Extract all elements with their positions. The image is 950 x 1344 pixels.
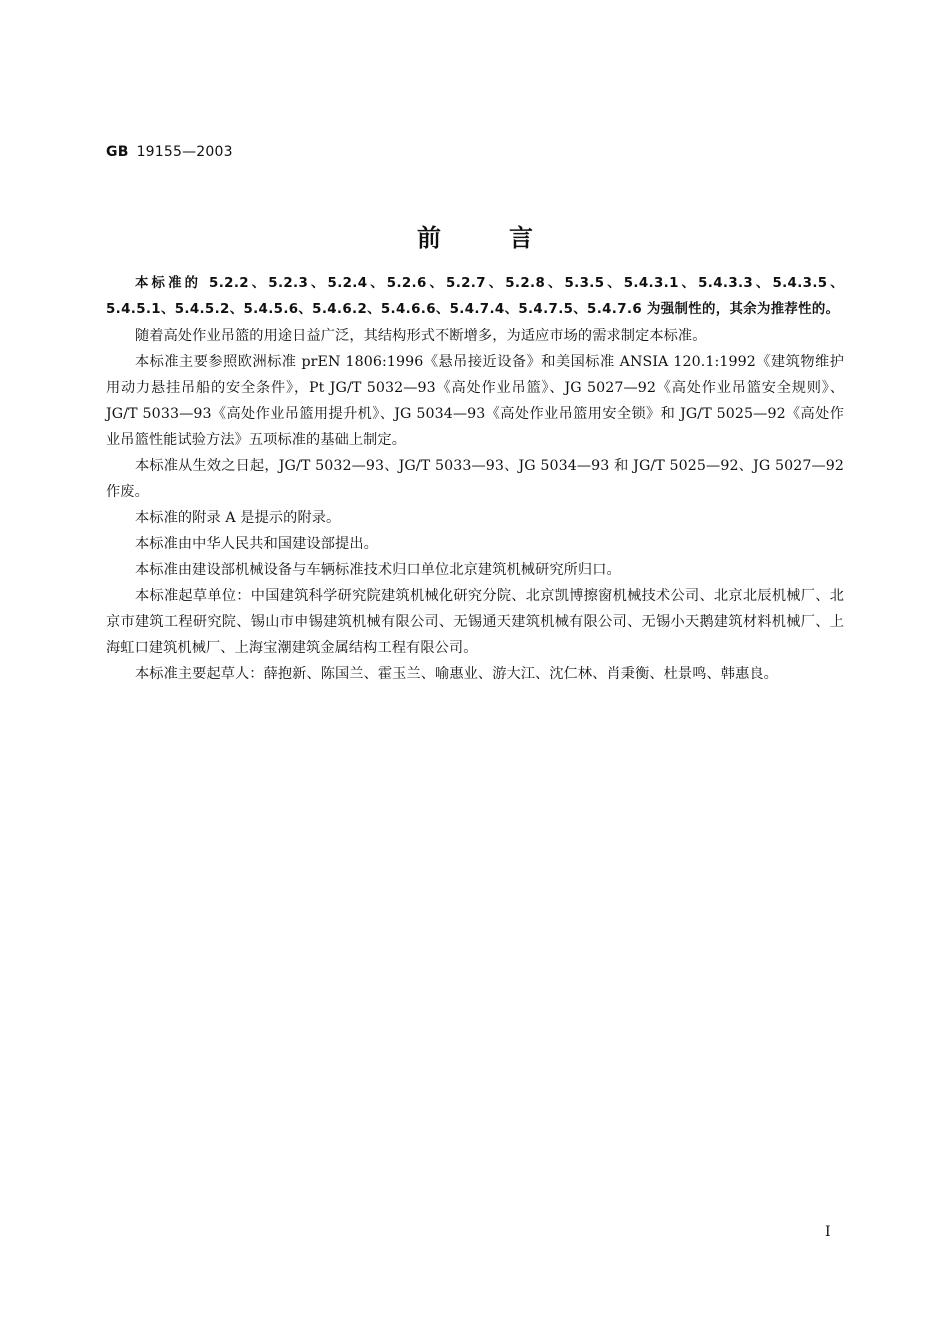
purpose-paragraph: 随着高处作业吊篮的用途日益广泛，其结构形式不断增多，为适应市场的需求制定本标准。 (135, 328, 707, 344)
centralized-unit-paragraph: 本标准由建设部机械设备与车辆标准技术归口单位北京建筑机械研究所归口。 (135, 562, 621, 578)
standard-prefix: GB (106, 144, 129, 160)
standard-number: 19155—2003 (136, 144, 233, 160)
standard-code (106, 144, 233, 160)
superseded-paragraph: 本标准从生效之日起，JG/T 5032—93、JG/T 5033—93、JG 5034—93 和 JG/T 5025—92、JG 5027—92作废。 (106, 458, 844, 500)
foreword-body (106, 271, 844, 687)
appendix-paragraph: 本标准的附录 A 是提示的附录。 (135, 510, 341, 526)
drafting-units-paragraph: 本标准起草单位：中国建筑科学研究院建筑机械化研究分院、北京凯博擦窗机械技术公司、北京北辰机械厂、北京市建筑工程研究院、锡山市申锡建筑机械有限公司、无锡通天建筑机械有限公司、无锡小天鹅建筑材料机械厂、上海虹口建筑机械厂、上海宝潮建筑金属结构工程有限公司。 (106, 588, 844, 656)
proposer-paragraph: 本标准由中华人民共和国建设部提出。 (135, 536, 378, 552)
page-number: I (825, 1224, 831, 1240)
drafters-paragraph: 本标准主要起草人：薛抱新、陈国兰、霍玉兰、喻惠业、游大江、沈仁林、肖秉衡、杜景鸣、韩惠良。 (135, 666, 778, 682)
mandatory-clauses-paragraph: 本标准的 5.2.2、5.2.3、5.2.4、5.2.6、5.2.7、5.2.8、5.3.5、5.4.3.1、5.4.3.3、5.4.3.5、5.4.5.1、5.4.5.2、5.4.5.6、5.4.6.2、5.4.6.6、5.4.7.4、5.4.7.5、5.4.7.6 为强制性的，其余为推荐性的。 (106, 276, 844, 317)
references-paragraph: 本标准主要参照欧洲标准 prEN 1806:1996《悬吊接近设备》和美国标准 ANSIA 120.1:1992《建筑物维护用动力悬挂吊船的安全条件》，Pt JG/T 5032—93《高处作业吊篮》、JG 5027—92《高处作业吊篮安全规则》、JG/T 5033—93《高处作业吊篮用提升机》、JG 5034—93《高处作业吊篮用安全锁》和 JG/T 5025—92《高处作业吊篮性能试验方法》五项标准的基础上制定。 (106, 354, 844, 448)
page-title: 前言 (417, 224, 601, 252)
